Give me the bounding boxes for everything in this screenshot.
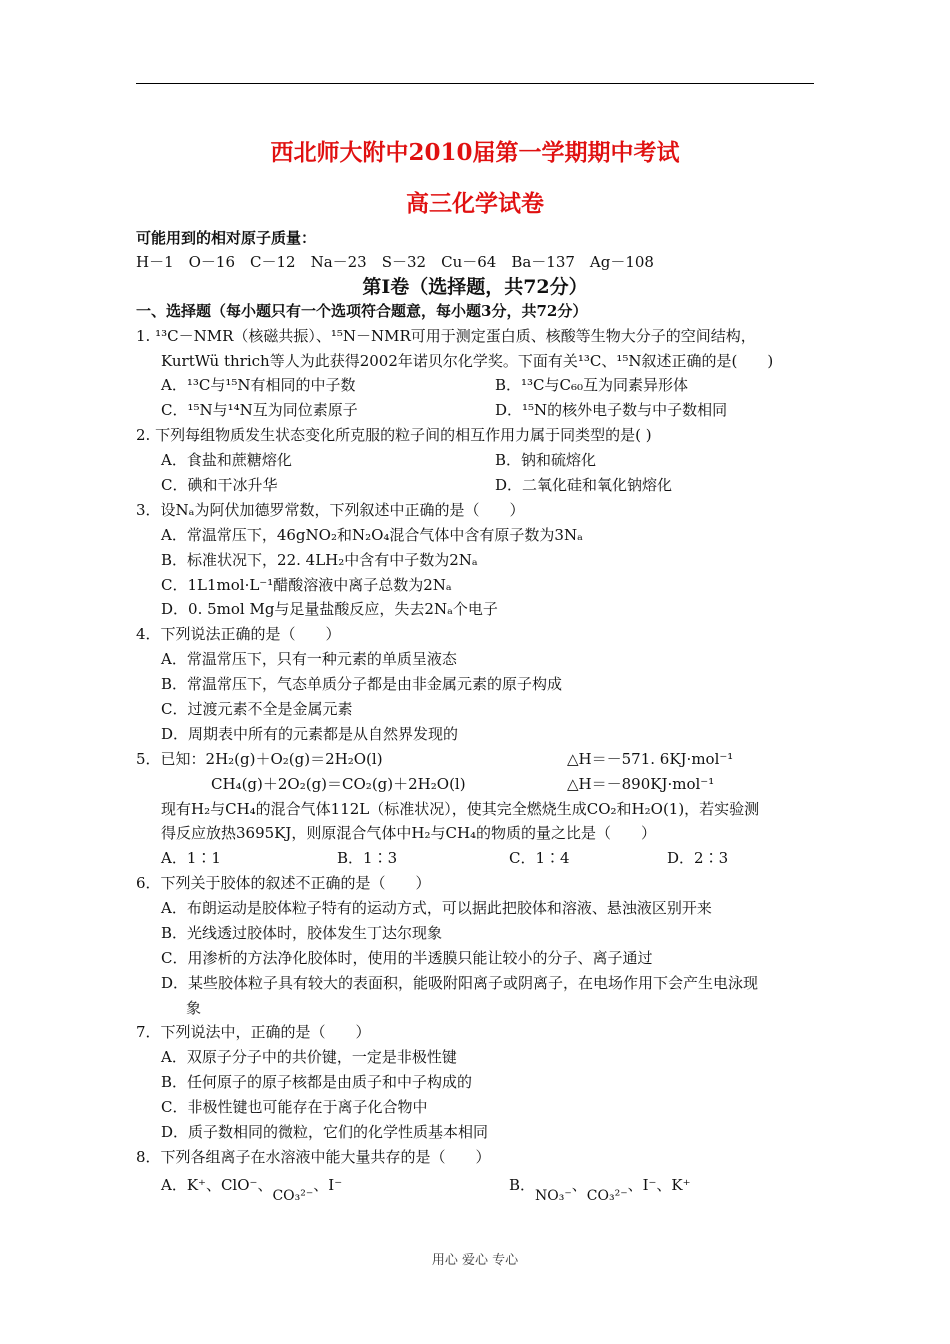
q6-option-a: A．布朗运动是胶体粒子特有的运动方式，可以据此把胶体和溶液、悬浊液区别开来 <box>161 899 712 917</box>
q5-option-d: D．2∶3 <box>667 849 729 867</box>
q7-option-c: C．非极性键也可能存在于离子化合物中 <box>161 1098 428 1116</box>
header-rule <box>136 83 814 84</box>
q1-stem-line2: KurtWü thrich等人为此获得2002年诺贝尔化学奖。下面有关¹³C、¹⁵N叙述正确的是( ) <box>161 352 774 370</box>
page-footer: 用心 爱心 专心 <box>431 1253 519 1268</box>
q8-option-b-sep: 、 <box>571 1176 587 1194</box>
q6-option-c: C．用渗析的方法净化胶体时，使用的半透膜只能让较小的分子、离子通过 <box>161 949 653 967</box>
q2-option-a: A．食盐和蔗糖熔化 <box>161 451 292 469</box>
q2-option-d: D．二氧化硅和氧化钠熔化 <box>495 476 673 494</box>
q7-option-d: D．质子数相同的微粒，它们的化学性质基本相同 <box>161 1123 489 1141</box>
q6-option-d-line2: 象 <box>186 999 202 1017</box>
q8-option-a-tail: 、I⁻ <box>313 1176 343 1194</box>
q3-stem: 3．设Nₐ为阿伏加德罗常数，下列叙述中正确的是（ ） <box>136 501 525 519</box>
exam-title: 西北师大附中2010届第一学期期中考试 <box>270 139 680 166</box>
q1-stem-line1: 1. ¹³C－NMR（核磁共振）、¹⁵N－NMR可用于测定蛋白质、核酸等生物大分子的空间结构， <box>136 327 756 345</box>
q6-option-b: B．光线透过胶体时，胶体发生丁达尔现象 <box>161 924 443 942</box>
q5-enthalpy-2: △H＝－890KJ·mol⁻¹ <box>567 775 715 793</box>
q4-option-c: C．过渡元素不全是金属元素 <box>161 700 353 718</box>
section-instruction: 一、选择题（每小题只有一个选项符合题意，每小题3分，共72分） <box>136 302 588 320</box>
q3-option-d: D．0. 5mol Mg与足量盐酸反应，失去2Nₐ个电子 <box>161 600 498 618</box>
q8-option-a-text: A．K⁺、ClO⁻、 <box>161 1176 273 1194</box>
q2-option-c: C．碘和干冰升华 <box>161 476 278 494</box>
atomic-mass-label: 可能用到的相对原子质量： <box>136 229 317 247</box>
q5-stem-line4: 得反应放热3695KJ，则原混合气体中H₂与CH₄的物质的量之比是（ ） <box>161 824 657 842</box>
q5-option-c: C．1∶4 <box>509 849 570 867</box>
exam-subtitle: 高三化学试卷 <box>406 190 544 217</box>
q5-enthalpy-1: △H＝－571. 6KJ·mol⁻¹ <box>567 750 734 768</box>
q4-option-a: A．常温常压下，只有一种元素的单质呈液态 <box>161 650 457 668</box>
q5-equation-1: 5．已知：2H₂(g)＋O₂(g)＝2H₂O(l) <box>136 750 383 768</box>
q1-option-b: B．¹³C与C₆₀互为同素异形体 <box>495 376 689 394</box>
q2-option-b: B．钠和硫熔化 <box>495 451 597 469</box>
q3-option-c: C．1L1mol·L⁻¹醋酸溶液中离子总数为2Nₐ <box>161 576 452 594</box>
q8-option-a-carbonate-ion: CO₃²⁻ <box>272 1188 314 1204</box>
q6-option-d-line1: D．某些胶体粒子具有较大的表面积，能吸附阳离子或阴离子，在电场作用下会产生电泳现 <box>161 974 759 992</box>
q4-option-b: B．常温常压下，气态单质分子都是由非金属元素的原子构成 <box>161 675 563 693</box>
q8-option-b-nitrate-ion: NO₃⁻ <box>535 1188 572 1204</box>
q3-option-a: A．常温常压下，46gNO₂和N₂O₄混合气体中含有原子数为3Nₐ <box>161 526 583 544</box>
q4-stem: 4．下列说法正确的是（ ） <box>136 625 341 643</box>
atomic-mass-values: H－1 O－16 C－12 Na－23 S－32 Cu－64 Ba－137 Ag－108 <box>136 253 654 271</box>
q5-option-b: B．1∶3 <box>337 849 398 867</box>
q2-stem: 2. 下列每组物质发生状态变化所克服的粒子间的相互作用力属于同类型的是( ) <box>136 426 652 444</box>
q7-option-b: B．任何原子的原子核都是由质子和中子构成的 <box>161 1073 473 1091</box>
section-title: 第Ⅰ卷（选择题，共72分） <box>362 276 588 298</box>
q8-option-b-tail: 、I⁻、K⁺ <box>627 1176 691 1194</box>
q7-option-a: A．双原子分子中的共价键，一定是非极性键 <box>161 1048 457 1066</box>
q6-stem: 6．下列关于胶体的叙述不正确的是（ ） <box>136 874 431 892</box>
q8-stem: 8．下列各组离子在水溶液中能大量共存的是（ ） <box>136 1148 491 1166</box>
q1-option-d: D．¹⁵N的核外电子数与中子数相同 <box>495 401 728 419</box>
q5-stem-line3: 现有H₂与CH₄的混合气体112L（标准状况），使其完全燃烧生成CO₂和H₂O(1)，若实验测 <box>161 800 760 818</box>
q4-option-d: D．周期表中所有的元素都是从自然界发现的 <box>161 725 459 743</box>
q8-option-a <box>161 1175 343 1204</box>
q1-option-a: A．¹³C与¹⁵N有相同的中子数 <box>161 376 356 394</box>
q8-option-b <box>509 1175 691 1204</box>
q5-option-a: A．1∶1 <box>161 849 221 867</box>
q7-stem: 7．下列说法中，正确的是（ ） <box>136 1023 371 1041</box>
q8-option-b-carbonate-ion: CO₃²⁻ <box>586 1188 628 1204</box>
q3-option-b: B．标准状况下，22. 4LH₂中含有中子数为2Nₐ <box>161 551 478 569</box>
q5-equation-2: CH₄(g)＋2O₂(g)＝CO₂(g)＋2H₂O(l) <box>211 775 466 793</box>
q8-option-b-text: B． <box>509 1176 536 1194</box>
q1-option-c: C．¹⁵N与¹⁴N互为同位素原子 <box>161 401 358 419</box>
